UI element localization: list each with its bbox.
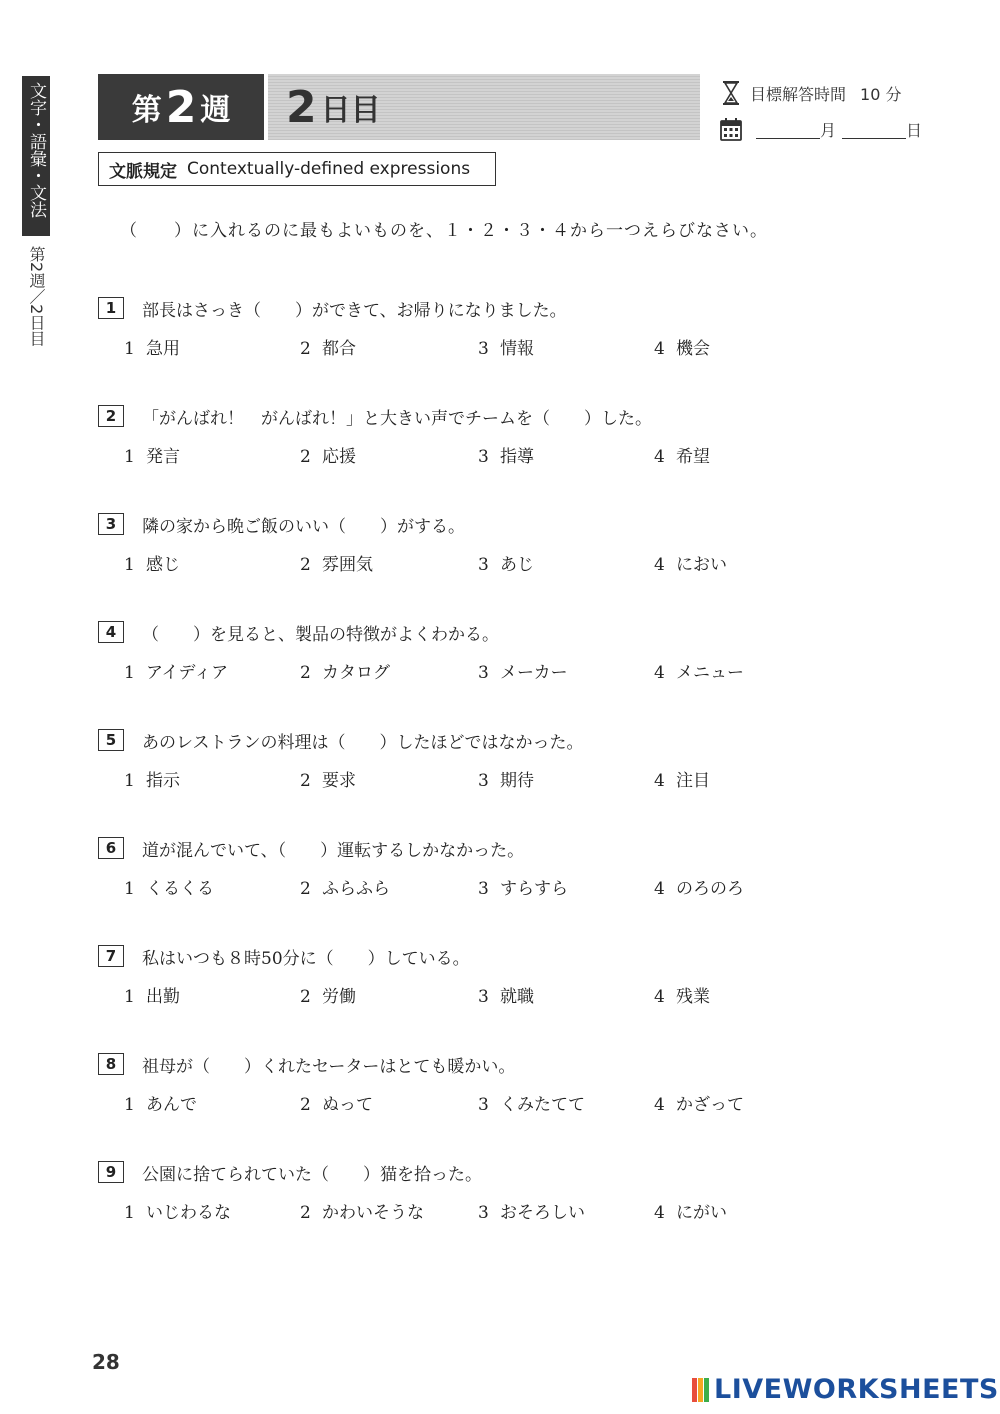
subtitle-en: Contextually-defined expressions [187, 159, 471, 179]
option-3[interactable]: 3 情報 [478, 339, 534, 359]
option-1[interactable]: 1 出勤 [124, 987, 180, 1007]
week-number: 2 [165, 81, 197, 133]
option-2[interactable]: 2 雰囲気 [300, 555, 373, 575]
week-badge [98, 74, 264, 140]
timer-panel [720, 80, 922, 142]
brand-footer[interactable] [692, 1374, 999, 1405]
question-5 [98, 726, 918, 796]
instruction: （ ）に入れるのに最もよいものを、１・２・３・４から一つえらびなさい。 [120, 221, 768, 241]
option-1[interactable]: 1 くるくる [124, 879, 214, 899]
option-2[interactable]: 2 ぬって [300, 1095, 373, 1115]
day-blank[interactable] [842, 120, 906, 139]
option-3[interactable]: 3 指導 [478, 447, 534, 467]
option-2[interactable]: 2 都合 [300, 339, 356, 359]
day-suffix: 日目 [320, 93, 381, 128]
option-1[interactable]: 1 急用 [124, 339, 180, 359]
brand-name: LIVEWORKSHEETS [714, 1374, 999, 1405]
question-number: 4 [98, 621, 124, 643]
option-2[interactable]: 2 応援 [300, 447, 356, 467]
question-text: 「がんばれ！ がんばれ！」と大きい声でチームを（ ）した。 [142, 408, 652, 429]
month-blank[interactable] [756, 120, 820, 139]
option-3[interactable]: 3 期待 [478, 771, 534, 791]
option-1[interactable]: 1 発言 [124, 447, 180, 467]
option-1[interactable]: 1 あんで [124, 1095, 197, 1115]
day-badge [268, 74, 700, 140]
question-number: 3 [98, 513, 124, 535]
option-4[interactable]: 4 注目 [654, 771, 710, 791]
calendar-icon [720, 116, 742, 142]
question-4 [98, 618, 918, 688]
question-7 [98, 942, 918, 1012]
question-number: 7 [98, 945, 124, 967]
option-1[interactable]: 1 指示 [124, 771, 180, 791]
page-number: 28 [92, 1350, 120, 1374]
section-label: 文字・語彙・文法 [22, 76, 50, 236]
option-1[interactable]: 1 アイディア [124, 663, 229, 683]
question-number: 1 [98, 297, 124, 319]
question-9 [98, 1158, 918, 1228]
option-3[interactable]: 3 あじ [478, 555, 534, 575]
question-number: 2 [98, 405, 124, 427]
week-prefix: 第 [131, 93, 162, 128]
liveworksheets-logo-icon [692, 1378, 710, 1402]
question-number: 8 [98, 1053, 124, 1075]
question-1 [98, 294, 918, 364]
option-4[interactable]: 4 にがい [654, 1203, 727, 1223]
question-8 [98, 1050, 918, 1120]
question-6 [98, 834, 918, 904]
option-4[interactable]: 4 のろのろ [654, 879, 744, 899]
option-3[interactable]: 3 くみたてて [478, 1095, 585, 1115]
option-4[interactable]: 4 におい [654, 555, 727, 575]
day-label: 日 [906, 120, 923, 140]
page-header [98, 74, 700, 140]
question-number: 6 [98, 837, 124, 859]
lesson-label: 第2週／2日目 [27, 246, 46, 347]
target-time-value: 10 分 [860, 84, 902, 104]
option-2[interactable]: 2 労働 [300, 987, 356, 1007]
month-label: 月 [820, 120, 837, 140]
sidebar [22, 76, 50, 346]
question-2 [98, 402, 918, 472]
option-3[interactable]: 3 就職 [478, 987, 534, 1007]
section-subtitle [98, 152, 496, 186]
option-2[interactable]: 2 ふらふら [300, 879, 390, 899]
question-number: 9 [98, 1161, 124, 1183]
question-text: 私はいつも８時50分に（ ）している。 [142, 948, 470, 969]
question-number: 5 [98, 729, 124, 751]
option-4[interactable]: 4 メニュー [654, 663, 744, 683]
subtitle-jp: 文脈規定 [109, 161, 177, 182]
question-text: （ ）を見ると、製品の特徴がよくわかる。 [142, 624, 499, 645]
option-4[interactable]: 4 かざって [654, 1095, 744, 1115]
question-text: 道が混んでいて、（ ）運転するしかなかった。 [142, 840, 525, 861]
question-text: 隣の家から晩ご飯のいい（ ）がする。 [142, 516, 465, 537]
question-text: 部長はさっき（ ）ができて、お帰りになりました。 [142, 300, 567, 321]
question-3 [98, 510, 918, 580]
hourglass-icon [720, 80, 742, 106]
option-4[interactable]: 4 希望 [654, 447, 710, 467]
question-text: あのレストランの料理は（ ）したほどではなかった。 [142, 732, 584, 753]
option-3[interactable]: 3 メーカー [478, 663, 568, 683]
option-3[interactable]: 3 おそろしい [478, 1203, 585, 1223]
target-time-label: 目標解答時間 [750, 84, 847, 104]
option-2[interactable]: 2 カタログ [300, 663, 390, 683]
question-text: 公園に捨てられていた（ ）猫を拾った。 [142, 1164, 482, 1185]
option-1[interactable]: 1 いじわるな [124, 1203, 231, 1223]
week-suffix: 週 [200, 93, 231, 128]
question-text: 祖母が（ ）くれたセーターはとても暖かい。 [142, 1056, 516, 1077]
option-4[interactable]: 4 残業 [654, 987, 710, 1007]
option-2[interactable]: 2 かわいそうな [300, 1203, 424, 1223]
option-2[interactable]: 2 要求 [300, 771, 356, 791]
day-number: 2 [286, 81, 317, 133]
option-1[interactable]: 1 感じ [124, 555, 180, 575]
option-4[interactable]: 4 機会 [654, 339, 710, 359]
option-3[interactable]: 3 すらすら [478, 879, 568, 899]
